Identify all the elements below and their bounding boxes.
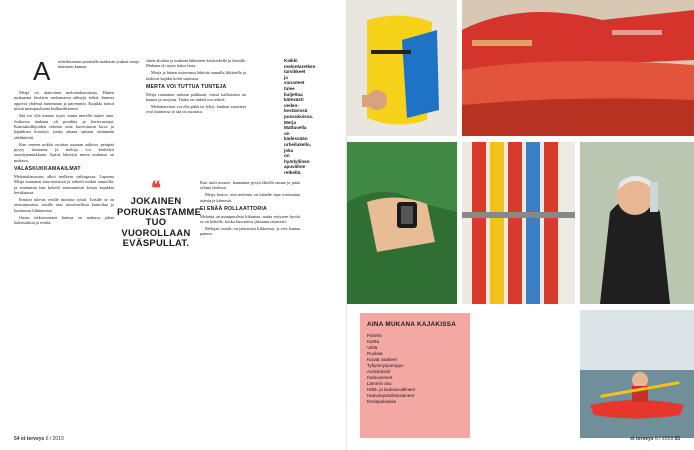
paragraph: Sää voi olla mainio tyyni, mutta merellä tuulee aina. Joukossa mukana oli porukka ja leiriavustajat. Kanssakulkijoiden tekemä oma kaveritason kuva ja kajakkien hoitotyö, jonka aikana opitaan sietämään sääilmiöitä.: [14, 113, 114, 140]
issue-number: 6 / 2019: [654, 436, 674, 442]
paragraph: Melontaharrastus alkoi melkein vahingossa. Lapsena Merja suunnisti aina metsissä ja retkeili mökin rannoilla, ja sittemmin hän kokeili ensimmäistä kertaa kajakkia kesäkuussa.: [14, 173, 114, 195]
paragraph: Ihmiset tulevat vesille monista syistä. Toisille se on rentoutumista, toisille taas tavoitteellista kuntoilua ja luonnossa liikkumista.: [14, 196, 114, 213]
page-number: 55: [674, 436, 680, 442]
paragraph: Merja rantautuu tuttuun paikkaan, missä kallioranta on kaunis ja suojaisa. Tauko on tärkeä osa retkeä.: [146, 91, 246, 103]
list-item: Ensiapulaukku: [367, 399, 397, 405]
paragraph: Kun veneen nokka osoittaa suoraan aaltoon, peräpää pysyy tasaisena ja meloja voi keskittyä aerodynamiikkaan. Ajatus lähestyä merta rauhassa on mukava.: [14, 141, 114, 163]
magazine-name: et terveys: [20, 436, 45, 442]
paragraph: Melojan vartalo on jatkuvasti liikkeessä, ja vesi kantaa painon.: [200, 225, 300, 237]
article-column-2: [146, 58, 246, 116]
list-item: Vettä: [367, 345, 378, 351]
paragraph: Merja kertoo, että melonta on hänelle tapa irrottautua arjesta ja kiireestä.: [200, 192, 300, 203]
folio-left: [14, 436, 64, 442]
packing-list-box: [360, 313, 470, 438]
quote-mark-icon: ❝: [151, 178, 161, 198]
photo-drinking: [580, 142, 694, 304]
list-item: Hätä- ja laukausvälineet: [367, 387, 416, 393]
paragraph: sitten aloittaa ja mukaan lähteneen kesäretkelle ja lautalle. Mukana oli myös kaksi lasta.: [146, 58, 246, 69]
photo-kayaking: [580, 310, 694, 438]
section-heading: EI ENÄÄ ROLLAATTORIA: [200, 206, 267, 213]
packing-list: [367, 333, 463, 405]
pull-quote: [117, 178, 202, 249]
drop-cap: A: [33, 56, 51, 86]
paragraph: Merja on aktiivinen melontaharrastaja. Hänen mukaansa kesäisin melonnassa nähtyjä retkiä ihmiset oppivat yhdessä tuntemaan ja paremmin. Kajakki toimii niissä monipuolisena kulkuvälineenä.: [14, 90, 114, 112]
photo-kayaks-red: [462, 0, 694, 136]
intro-text: urheiluseuran porukalla matkasin joukon merja mattusen kanssa.: [58, 59, 140, 70]
list-item: Tyhjennyspumppu: [367, 363, 404, 369]
list-item: Kartta: [367, 339, 380, 345]
list-item: Ruokaa: [367, 351, 383, 357]
section-heading: VALASKUKKAMAAILMAT: [14, 166, 81, 173]
packing-list-title: AINA MUKANA KAJAKISSA: [367, 321, 457, 328]
list-item: Haavanpuhdistusaineet: [367, 393, 415, 399]
article-column-1: [14, 90, 114, 227]
section-heading: MERTA VOI TUTTUA TUNTEJA: [146, 84, 227, 91]
article-column-3: [200, 180, 300, 238]
pull-quote-text: JOKAINEN PORUKASTAMME TUO VUOROLLAAN EVÄSPULLAT.: [117, 195, 202, 249]
photo-watch-hand: [347, 142, 457, 304]
paragraph: Oman retkiseurueen kanssa on mukava jakaa kokemuksia ja eväitä.: [14, 214, 114, 226]
magazine-name: et terveys: [630, 436, 654, 442]
page-number: 54: [14, 436, 20, 442]
paragraph: Merja ja hänen tuttavansa lähtivät aamulla liikkeelle ja laskivat kajakit kohti saaristoa.: [146, 70, 246, 81]
list-item: Aurinkolasit: [367, 369, 391, 375]
folio-right: [630, 436, 680, 442]
paragraph: Melonta on monipuolista liikuntaa, mutta erityisen hyvää se on keholle, koska kuormitus jakautuu tasaisesti.: [200, 213, 300, 225]
list-item: Lämmin asu: [367, 381, 392, 387]
photo-dry-bags: [347, 0, 457, 136]
photo-kayak-rack: [462, 142, 575, 304]
paragraph: Melontareissu voi olla pitkä tai lyhyt, kunhan varusteet ovat kunnossa ja sää on suotuisa.: [146, 103, 246, 115]
list-item: Kuivat vaatteet: [367, 357, 397, 363]
paragraph: Kun tuuli nousee, kannattaa pysyä lähellä rantaa ja pitää ryhmä yhdessä.: [200, 180, 300, 191]
right-page: [347, 0, 694, 450]
list-item: Karkuveneet: [367, 375, 393, 381]
list-item: Puhelin: [367, 333, 383, 339]
issue-number: 6 / 2019: [45, 436, 64, 442]
